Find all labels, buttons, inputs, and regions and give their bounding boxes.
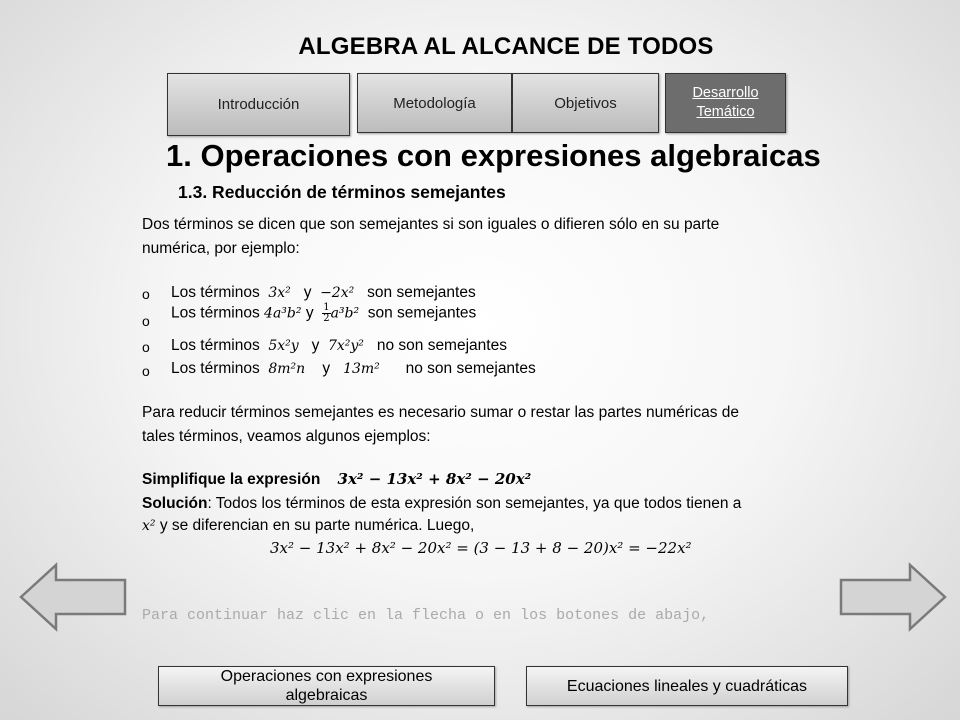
app-title: ALGEBRA AL ALCANCE DE TODOS [298,33,714,60]
list-item-prefix: Los términos [171,337,260,354]
subsection-title: 1.3. Reducción de términos semejantes [178,182,506,202]
tab-objetivos-label: Objetivos [554,94,617,112]
next-topic-button[interactable] [526,666,848,706]
tab-desarrollo-tematico[interactable] [665,73,786,133]
solution-text-2: y se diferencian en su parte numérica. Luego, [159,517,475,534]
term-2: a³b² [330,305,360,322]
term-1: 3x² [268,285,291,301]
exercise-label: Simplifique la expresión [142,471,321,488]
tab-introduccion[interactable] [167,73,350,136]
solution-text: : Todos los términos de esta expresión son semejantes, ya que todos tienen a [207,495,742,512]
bullet-marker: o [142,363,150,379]
list-item [171,337,507,355]
term-2: 13m² [343,361,380,377]
continue-instruction: Para continuar haz clic en la flecha o en los botones de abajo, [142,607,710,624]
solution-variable: x² [142,518,156,534]
list-item-conj: y [303,284,312,301]
solution-label: Solución [142,495,208,512]
result-expression: 3x² − 13x² + 8x² − 20x² = (3 − 13 + 8 − 20)x² = −22x² [270,539,692,557]
list-item-suffix: son semejantes [367,284,476,301]
list-item [171,360,536,378]
intro-line-1: Dos términos se dicen que son semejantes si son iguales o difieren sólo en su parte [142,216,720,233]
list-item-prefix: Los términos [171,284,260,301]
list-item-conj: y [305,304,314,322]
tab-metodologia-label: Metodología [393,94,476,112]
bullet-marker: o [142,313,150,329]
list-item-suffix: no son semejantes [376,337,507,354]
exercise-expression: 3x² − 13x² + 8x² − 20x² [337,470,532,488]
prev-topic-label-2: algebraicas [285,687,368,704]
list-item-prefix: Los términos [171,304,260,322]
bullet-marker: o [142,339,150,355]
list-item [171,284,476,302]
prev-topic-label-1: Operaciones con expresiones [220,668,433,685]
intro-line-2: numérica, por ejemplo: [142,240,300,257]
list-item-conj: y [311,337,320,354]
exercise [142,470,531,489]
tab-desarrollo-label-2: Temático [696,104,755,120]
term-1: 8m²n [268,361,306,377]
section-title: 1. Operaciones con expresiones algebraicas [166,138,821,173]
term-1: 5x²y [268,338,299,354]
fraction-numerator: 1 [323,302,330,313]
reduce-line-1: Para reducir términos semejantes es necesario sumar o restar las partes numéricas de [142,404,740,421]
right-arrow-icon[interactable] [838,562,948,632]
list-item-conj: y [322,360,331,377]
left-arrow-icon[interactable] [18,562,128,632]
fraction [322,303,330,324]
fraction-denominator: 2 [323,313,330,324]
prev-topic-button[interactable] [158,666,495,706]
list-item-suffix: no son semejantes [405,360,536,377]
solution-line-2 [142,517,474,535]
tab-metodologia[interactable] [357,73,512,133]
term-2: −2x² [320,285,355,301]
tab-objetivos[interactable] [512,73,659,133]
term-2: 7x²y² [327,338,364,354]
term-1: 4a³b² [264,305,302,322]
next-topic-label: Ecuaciones lineales y cuadráticas [566,677,808,695]
tab-introduccion-label: Introducción [217,96,300,113]
list-item-suffix: son semejantes [367,304,477,322]
solution-line-1 [142,495,741,513]
tab-desarrollo-label-1: Desarrollo [692,85,759,101]
list-item [171,303,476,324]
list-item-prefix: Los términos [171,360,260,377]
reduce-line-2: tales términos, veamos algunos ejemplos: [142,428,431,445]
bullet-marker: o [142,286,150,302]
